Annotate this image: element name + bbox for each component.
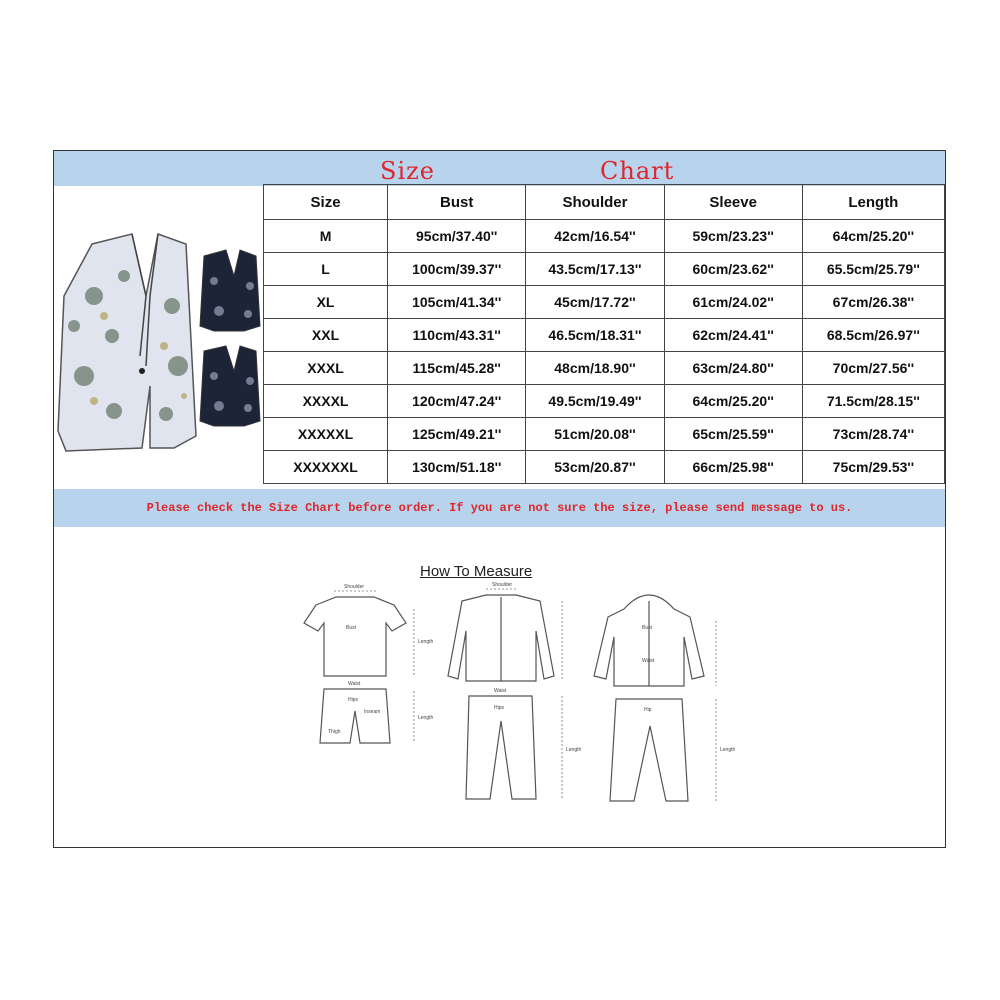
measurement-cell: 62cm/24.41'' (664, 319, 802, 352)
measurement-cell: 64cm/25.20'' (802, 220, 944, 253)
how-to-measure-diagram (264, 561, 739, 816)
measurement-cell: 66cm/25.98'' (664, 451, 802, 484)
table-row (264, 253, 945, 286)
table-header-row (264, 185, 945, 220)
label-bust: Bust (346, 625, 357, 631)
tshirt-outline (304, 597, 406, 676)
measurement-cell: 49.5cm/19.49'' (526, 385, 664, 418)
column-header: Shoulder (526, 185, 664, 220)
measurement-cell: 125cm/49.21'' (388, 418, 526, 451)
table-row (264, 319, 945, 352)
joggers-outline (610, 699, 688, 801)
measurement-cell: 130cm/51.18'' (388, 451, 526, 484)
measurement-cell: 43.5cm/17.13'' (526, 253, 664, 286)
size-cell: XL (264, 286, 388, 319)
measurement-cell: 120cm/47.24'' (388, 385, 526, 418)
measurement-cell: 61cm/24.02'' (664, 286, 802, 319)
measurement-cell: 45cm/17.72'' (526, 286, 664, 319)
measurement-cell: 73cm/28.74'' (802, 418, 944, 451)
measurement-cell: 63cm/24.80'' (664, 352, 802, 385)
chart-title-chart: Chart (600, 157, 675, 185)
label-length: Length (720, 747, 736, 753)
label-bust: Bust (642, 625, 653, 631)
measurement-cell: 42cm/16.54'' (526, 220, 664, 253)
table-row (264, 286, 945, 319)
column-header: Bust (388, 185, 526, 220)
measurement-cell: 70cm/27.56'' (802, 352, 944, 385)
measurement-cell: 110cm/43.31'' (388, 319, 526, 352)
label-length: Length (418, 639, 434, 645)
measurement-cell: 65.5cm/25.79'' (802, 253, 944, 286)
label-waist: Waist (348, 681, 361, 687)
chart-title-size: Size (380, 157, 435, 185)
measurement-cell: 75cm/29.53'' (802, 451, 944, 484)
label-shoulder: Shoulder (492, 582, 513, 588)
measurement-cell: 64cm/25.20'' (664, 385, 802, 418)
measurement-cell: 48cm/18.90'' (526, 352, 664, 385)
size-table (263, 184, 945, 484)
label-hip: Hip (644, 707, 652, 713)
label-length: Length (566, 747, 582, 753)
order-note: Please check the Size Chart before order. If you are not sure the size, please send message to us. (146, 501, 853, 515)
measurement-cell: 59cm/23.23'' (664, 220, 802, 253)
measurement-cell: 115cm/45.28'' (388, 352, 526, 385)
measurement-cell: 51cm/20.08'' (526, 418, 664, 451)
column-header: Size (264, 185, 388, 220)
measurement-cell: 60cm/23.62'' (664, 253, 802, 286)
table-row (264, 220, 945, 253)
size-cell: XXL (264, 319, 388, 352)
size-cell: L (264, 253, 388, 286)
size-cell: XXXXL (264, 385, 388, 418)
product-photo (54, 186, 264, 488)
column-header: Length (802, 185, 944, 220)
label-waist: Waist (642, 658, 655, 664)
measurement-cell: 65cm/25.59'' (664, 418, 802, 451)
measurement-cell: 100cm/39.37'' (388, 253, 526, 286)
note-band (54, 489, 945, 527)
measurement-cell: 67cm/26.38'' (802, 286, 944, 319)
table-row (264, 451, 945, 484)
table-row (264, 352, 945, 385)
size-cell: XXXL (264, 352, 388, 385)
measurement-cell: 46.5cm/18.31'' (526, 319, 664, 352)
size-cell: XXXXXL (264, 418, 388, 451)
label-shoulder: Shoulder (344, 584, 365, 590)
label-hips: Hips (494, 705, 505, 711)
label-hips: Hips (348, 697, 359, 703)
size-chart-frame (53, 150, 946, 848)
label-waist: Waist (494, 688, 507, 694)
measurement-cell: 68.5cm/26.97'' (802, 319, 944, 352)
size-cell: M (264, 220, 388, 253)
title-band (54, 151, 945, 186)
label-length: Length (418, 715, 434, 721)
trousers-outline (466, 696, 536, 799)
label-inseam: Inseam (364, 709, 381, 715)
table-row (264, 385, 945, 418)
how-to-measure-title: How To Measure (420, 563, 533, 580)
table-row (264, 418, 945, 451)
measurement-cell: 71.5cm/28.15'' (802, 385, 944, 418)
column-header: Sleeve (664, 185, 802, 220)
measurement-cell: 53cm/20.87'' (526, 451, 664, 484)
measurement-cell: 95cm/37.40'' (388, 220, 526, 253)
size-cell: XXXXXXL (264, 451, 388, 484)
label-thigh: Thigh (328, 729, 341, 735)
measurement-cell: 105cm/41.34'' (388, 286, 526, 319)
